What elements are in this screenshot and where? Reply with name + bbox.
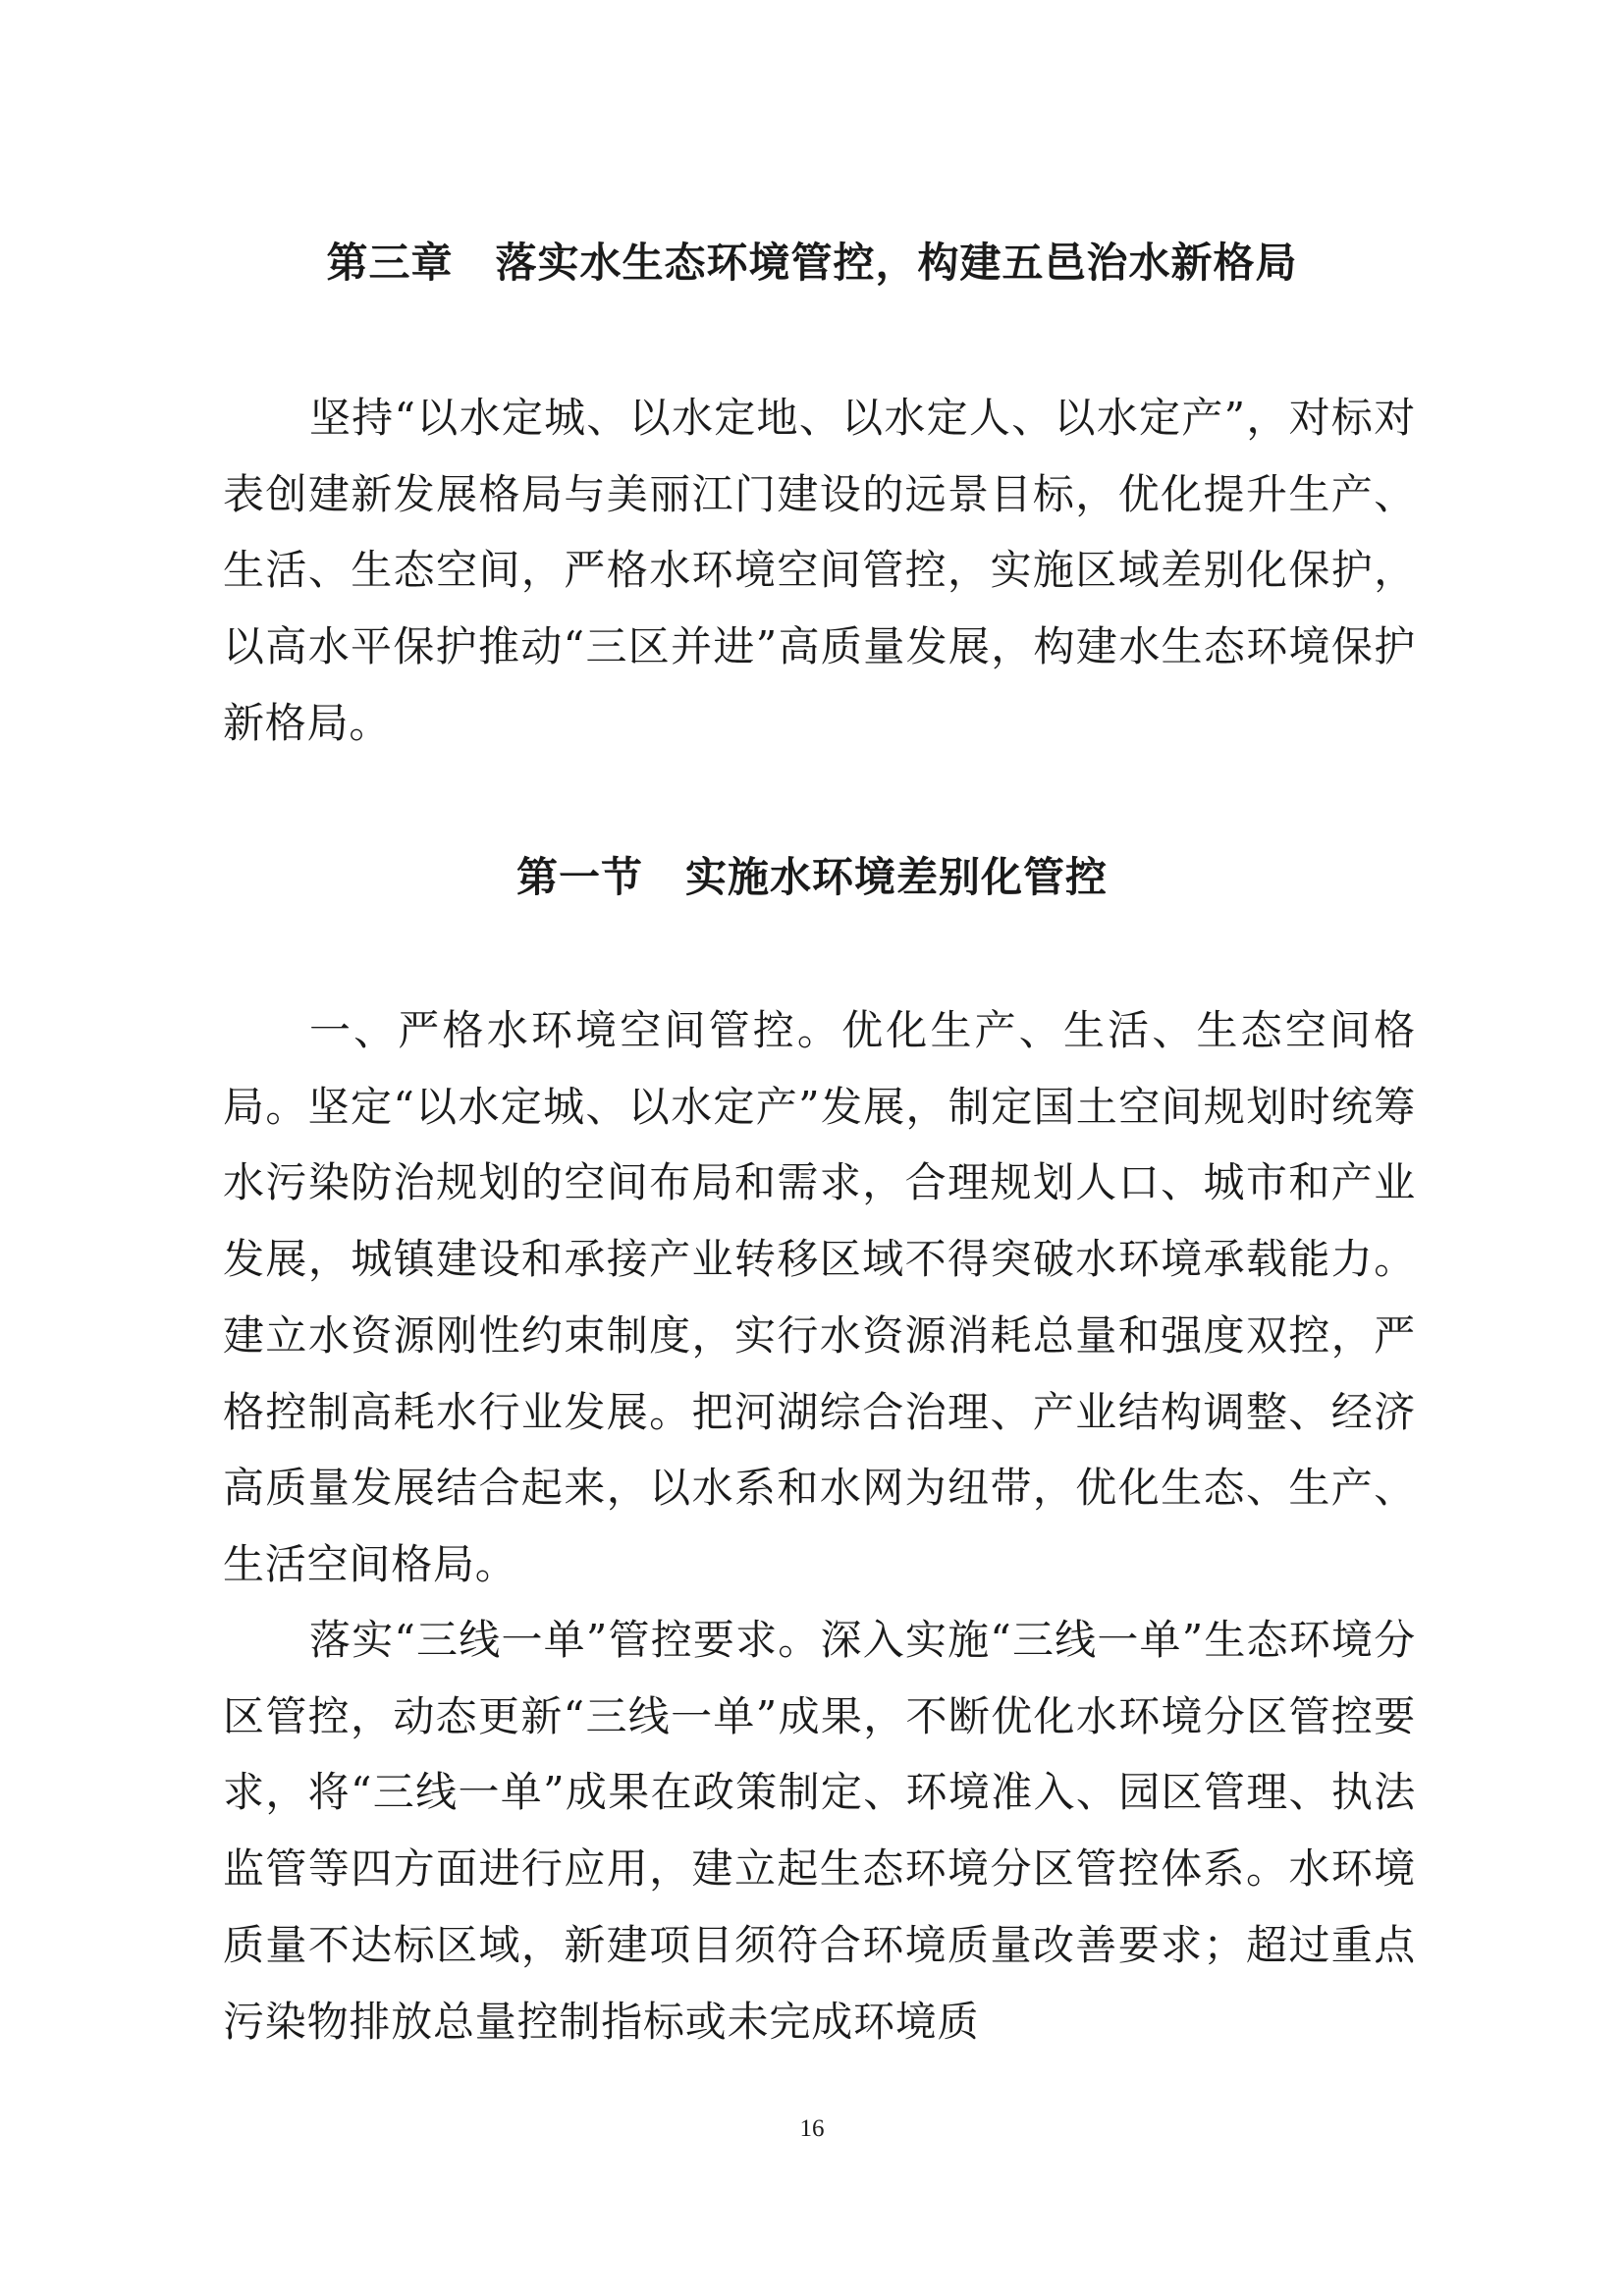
paragraph-three-lines-one-list: 落实“三线一单”管控要求。深入实施“三线一单”生态环境分区管控，动态更新“三线一单”成果，不断优化水环境分区管控要求，将“三线一单”成果在政策制定、环境准入、园区管理、执法监管等四方面进行应用，建立起生态环境分区管控体系。水环境质量不达标区域，新建项目须符合环境质量改善要求；超过重点污染物排放总量控制指标或未完成环境质 bbox=[223, 1616, 1416, 2046]
section-title: 第一节 实施水环境差别化管控 bbox=[515, 853, 1108, 901]
page-number: 16 bbox=[799, 2115, 825, 2142]
chapter-title: 第三章 落实水生态环境管控，构建五邑治水新格局 bbox=[326, 239, 1298, 287]
paragraph-spatial-control: 一、严格水环境空间管控。优化生产、生活、生态空间格局。坚定“以水定城、以水定产”发展，制定国土空间规划时统筹水污染防治规划的空间布局和需求，合理规划人口、城市和产业发展，城镇建设和承接产业转移区域不得突破水环境承载能力。建立水资源刚性约束制度，实行水资源消耗总量和强度双控，严格控制高耗水行业发展。把河湖综合治理、产业结构调整、经济高质量发展结合起来，以水系和水网为纽带，优化生态、生产、生活空间格局。 bbox=[223, 1006, 1416, 1588]
intro-paragraph: 坚持“以水定城、以水定地、以水定人、以水定产”，对标对表创建新发展格局与美丽江门建设的远景目标，优化提升生产、生活、生态空间，严格水环境空间管控，实施区域差别化保护，以高水平保护推动“三区并进”高质量发展，构建水生态环境保护新格局。 bbox=[223, 394, 1416, 747]
